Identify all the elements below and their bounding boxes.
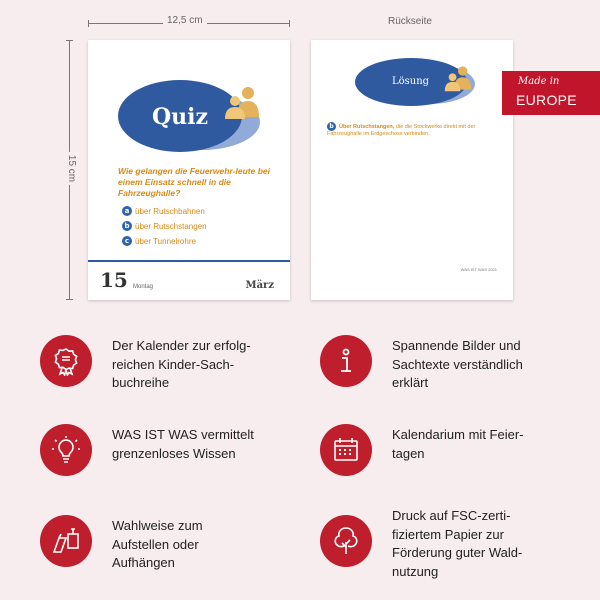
back-calendar-page xyxy=(311,40,513,300)
answer-badge: b xyxy=(122,221,132,231)
answer-option-b xyxy=(122,221,207,231)
feature-line: fiziertem Papier zur xyxy=(392,526,504,542)
feature-item xyxy=(320,505,580,579)
feature-text xyxy=(392,337,592,393)
feature-line: tagen xyxy=(392,445,425,461)
feature-line: Druck auf FSC-zerti- xyxy=(392,508,511,523)
feature-line: Wahlweise zum xyxy=(112,518,203,533)
feature-line: Aufhängen xyxy=(112,555,175,570)
front-calendar-page xyxy=(88,40,290,300)
width-dimension-label: 12,5 cm xyxy=(163,15,207,26)
people-icon xyxy=(442,64,474,92)
made-in-europe-badge xyxy=(502,71,600,115)
feature-item xyxy=(320,335,580,395)
solution-title: Lösung xyxy=(392,76,430,87)
back-side-label: Rückseite xyxy=(388,16,432,27)
solution-text xyxy=(327,122,503,139)
quiz-question: Wie gelangen die Feuerwehr-leute bei einem Einsatz schnell in die Fahrzeughalle? xyxy=(118,166,271,198)
feature-text xyxy=(112,517,312,573)
solution-bold: Über Rutschstangen, xyxy=(339,123,395,130)
feature-text xyxy=(112,426,312,463)
feature-line: WAS IST WAS vermittelt xyxy=(112,427,254,442)
date-divider xyxy=(88,260,290,262)
answer-text: über Rutschstangen xyxy=(135,221,207,231)
feature-line: Sachtexte verständlich xyxy=(392,356,523,372)
feature-text xyxy=(112,337,312,393)
feature-line: Aufstellen oder xyxy=(112,536,199,552)
feature-line: Kalendarium mit Feier- xyxy=(392,427,524,442)
feature-line: erklärt xyxy=(392,375,429,390)
day-name: Montag xyxy=(133,284,154,290)
feature-line: buchreihe xyxy=(112,375,170,390)
month-name: März xyxy=(245,280,274,291)
feature-text xyxy=(392,507,592,581)
made-in-text: Made in xyxy=(518,76,560,87)
answer-text: über Rutschbahnen xyxy=(135,206,205,216)
feature-line: nutzung xyxy=(392,563,439,579)
answer-text: über Tunnelrohre xyxy=(135,236,196,246)
height-dimension-label: 15 cm xyxy=(66,152,77,185)
tree-icon xyxy=(320,515,372,567)
answer-badge: b xyxy=(327,122,336,131)
back-footer-text: WAS IST WAS 2021 xyxy=(460,267,497,272)
lightbulb-icon xyxy=(40,424,92,476)
answer-option-a xyxy=(122,206,205,216)
info-icon xyxy=(320,335,372,387)
feature-line: Spannende Bilder und xyxy=(392,338,521,353)
day-number: 15 xyxy=(100,268,128,292)
people-icon xyxy=(222,84,262,120)
feature-item xyxy=(40,335,300,395)
award-icon xyxy=(40,335,92,387)
answer-badge: c xyxy=(122,236,132,246)
feature-line: grenzenloses Wissen xyxy=(112,445,236,461)
feature-item xyxy=(40,424,300,484)
feature-item xyxy=(320,424,580,484)
europe-text: EUROPE xyxy=(516,92,577,108)
quiz-title: Quiz xyxy=(152,104,209,130)
answer-badge: a xyxy=(122,206,132,216)
feature-line: reichen Kinder-Sach- xyxy=(112,356,235,372)
feature-item xyxy=(40,515,300,575)
answer-option-c xyxy=(122,236,196,246)
calendar-icon xyxy=(320,424,372,476)
solution-rest: die die Stockwerke direkt mit der Fahrzeughalle im Erdgeschoss verbinden. xyxy=(327,123,476,138)
feature-text xyxy=(392,426,592,463)
feature-line: Förderung guter Wald- xyxy=(392,545,523,560)
stand-hang-icon xyxy=(40,515,92,567)
feature-line: Der Kalender zur erfolg- xyxy=(112,338,251,353)
